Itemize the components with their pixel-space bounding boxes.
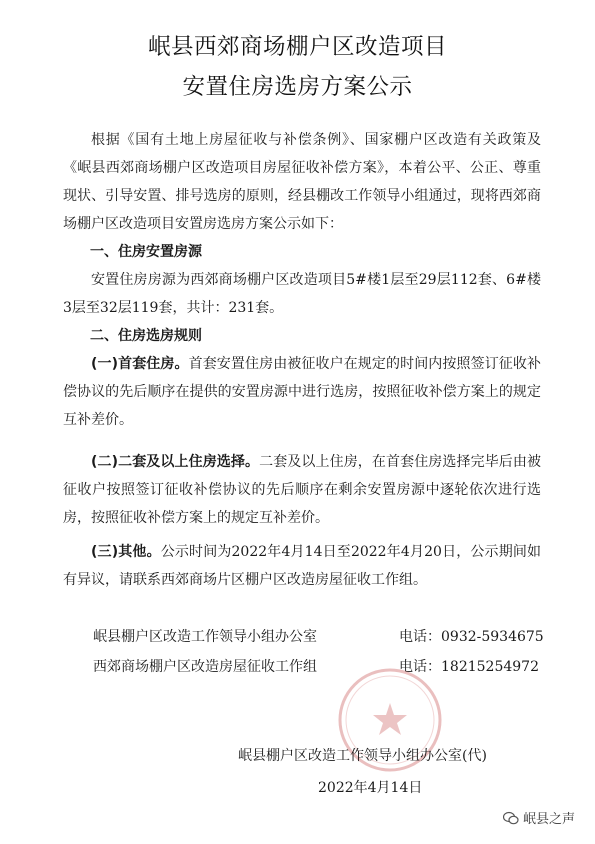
rule3-paragraph [63, 538, 541, 594]
section2-heading: 二、住房选房规则 [90, 328, 202, 344]
rule3-label: (三)其他。 [91, 544, 161, 560]
rule3-text: 公示时间为2022年4月14日至2022年4月20日，公示期间如有异议，请联系西郊商场片区棚户区改造房屋征收工作组。 [63, 544, 542, 588]
document-title-line2: 安置住房选房方案公示 [182, 74, 413, 100]
rule2-paragraph [63, 448, 541, 532]
contact-phone-2: 电话：18215254972 [399, 659, 539, 675]
wechat-icon [503, 811, 519, 825]
rule1-paragraph [63, 350, 541, 434]
intro-paragraph: 根据《国有土地上房屋征收与补偿条例》、国家棚户区改造有关政策及《岷县西郊商场棚户区改造项目房屋征收补偿方案》，本着公平、公正、尊重现状、引导安置、排号选房的原则，经县棚改工作领导小组通过，现将西郊商场棚户区改造项目安置房选房方案公示如下： [63, 132, 541, 232]
document-title-line1: 岷县西郊商场棚户区改造项目 [147, 34, 447, 60]
footer-date: 2022年4月14日 [318, 780, 423, 796]
contact-org-1: 岷县棚户区改造工作领导小组办公室 [93, 629, 317, 645]
rule1-label: (一)首套住房。 [91, 356, 189, 372]
footer-issuer: 岷县棚户区改造工作领导小组办公室(代) [238, 748, 487, 764]
contact-org-2: 西郊商场棚户区改造房屋征收工作组 [93, 659, 317, 675]
rule2-text: 二套及以上住房，在首套住房选择完毕后由被征收户按照签订征收补偿协议的先后顺序在剩余安置房源中逐轮依次进行选房，按照征收补偿方案上的规定互补差价。 [63, 454, 542, 526]
section1-text: 安置住房房源为西郊商场棚户区改造项目5#楼1层至29层112套、6#楼3层至32层119套，共计：231套。 [63, 272, 541, 316]
watermark-text: 岷县之声 [523, 812, 576, 827]
contact-phone-1: 电话：0932-5934675 [399, 629, 544, 645]
rule2-label: (二)二套及以上住房选择。 [91, 454, 260, 470]
watermark [503, 808, 575, 827]
rule1-text: 首套安置住房由被征收户在规定的时间内按照签订征收补偿协议的先后顺序在提供的安置房源中进行选房，按照征收补偿方案上的规定互补差价。 [63, 356, 542, 428]
section1-heading: 一、住房安置房源 [90, 244, 202, 260]
